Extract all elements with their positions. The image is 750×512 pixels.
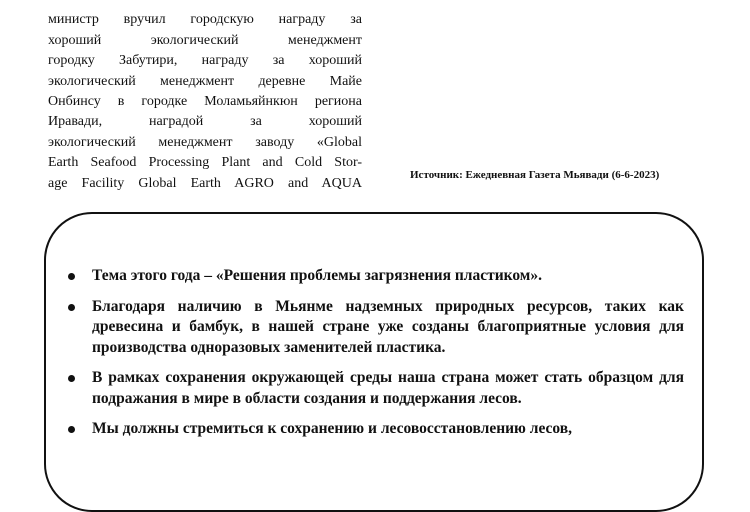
article-text	[48, 0, 362, 194]
article-line: городку Забутири, награду за хороший	[48, 53, 362, 69]
article-line: Earth Seafood Processing Plant and Cold Stor-	[48, 155, 362, 171]
article-line: министр вручил городскую награду за	[48, 12, 362, 28]
article-line: Онбинсу в городке Моламьяйнкюн региона	[48, 93, 362, 109]
callout-bullet: Благодаря наличию в Мьянме надземных природных ресурсов, таких как древесина и бамбук, в нашей стране уже созданы благоприятные условия для производства одноразовых заменителей пластика.	[66, 297, 684, 359]
source-caption: Источник: Ежедневная Газета Мьявади (6-6-2023)	[410, 169, 660, 181]
callout-bullet: В рамках сохранения окружающей среды наша страна может стать образцом для подражания в мире в области создания и поддержания лесов.	[66, 368, 684, 409]
article-line: Иравади, наградой за хороший	[48, 114, 362, 130]
callout-bullet: Тема этого года – «Решения проблемы загрязнения пластиком».	[66, 266, 684, 287]
callout-bullet: Мы должны стремиться к сохранению и лесовосстановлению лесов,	[66, 419, 684, 440]
article-line: хороший экологический менеджмент	[48, 32, 362, 48]
article-line: экологический менеджмент заводу «Global	[48, 134, 362, 150]
callout-bullet-list	[66, 266, 684, 450]
article-line: age Facility Global Earth AGRO and AQUA	[48, 175, 362, 191]
article-line: экологический менеджмент деревне Майе	[48, 73, 362, 89]
